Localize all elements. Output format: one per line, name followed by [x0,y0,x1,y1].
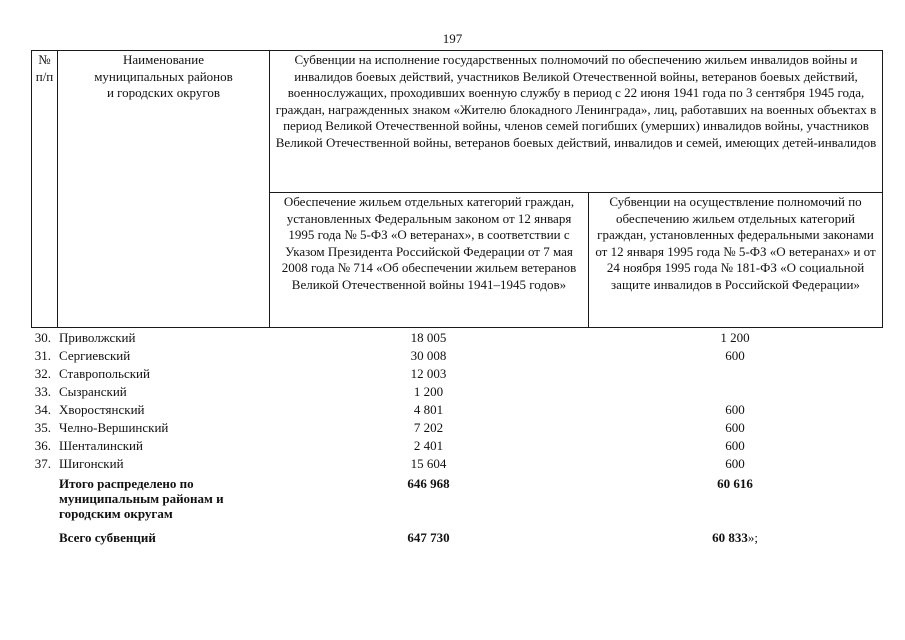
row-name: Ставропольский [59,366,150,381]
row-name: Хворостянский [59,402,145,417]
row-number: 37. [34,456,51,471]
row-value-col2 [588,383,882,401]
row-value-col2: 600 [725,456,745,471]
table-row [31,347,882,365]
header-number-label: № п/п [35,52,54,84]
row-value-col1: 18 005 [410,330,447,345]
row-value-col1: 7 202 [413,420,444,435]
row-value-col1: 12 003 [410,366,447,381]
row-name: Шенталинский [59,438,143,453]
table-header [31,50,883,328]
row-value-col1: 2 401 [413,438,444,453]
total-value-col2: 60 616 [717,476,753,491]
row-name: Сергиевский [59,348,131,363]
header-col2 [589,193,883,328]
table-row [31,419,882,437]
row-number: 34. [34,402,51,417]
row-value-col2 [588,365,882,383]
grand-total-value: 60 833 [712,530,748,545]
grand-total-value-col1: 647 730 [407,530,450,545]
row-value-col2: 600 [725,438,745,453]
header-col1 [270,193,589,328]
total-value-col1: 646 968 [407,476,450,491]
row-name: Приволжский [59,330,136,345]
row-name: Челно-Вершинский [59,420,169,435]
table-row [31,455,882,473]
header-subvention-label: Субвенции на исполнение государственных полномочий по обеспечению жильем инвалидов войны и инвалидов боевых действий, участников Великой Отечественной войны, ветеранов боевых действий, военнослужащих, проходивших военную службу в период с 22 июня 1941 года по 3 сентября 1945 года, граждан, награжденных знаком «Жителю блокадного Ленинграда», лиц, работавших на военных объектах в период Великой Отечественной войны, членов семей погибших (умерших) инвалидов войны, участников Великой Отечественной войны, ветеранов боевых действий, инвалидов и семей, имеющих детей-инвалидов [275,52,877,150]
table-row [31,401,882,419]
row-number: 36. [34,438,51,453]
row-number: 35. [34,420,51,435]
table-row [31,329,882,347]
total-row [31,473,882,527]
row-number: 33. [34,384,51,399]
grand-total-number [31,527,57,551]
row-value-col2: 600 [725,420,745,435]
row-number: 30. [34,330,51,345]
row-number: 31. [34,348,51,363]
grand-total-value-col2 [588,527,882,551]
row-number: 32. [34,366,51,381]
row-name: Сызранский [59,384,127,399]
row-value-col2: 1 200 [720,330,750,345]
table-row [31,365,882,383]
row-value-col1: 15 604 [410,456,447,471]
header-subvention [270,51,883,193]
table-row [31,383,882,401]
header-name-column [58,51,270,328]
row-value-col1: 4 801 [413,402,444,417]
row-value-col2: 600 [725,402,745,417]
total-number [31,473,57,527]
row-name: Шигонский [59,456,124,471]
row-value-col2: 600 [725,348,745,363]
row-value-col1: 1 200 [413,384,444,399]
table-row [31,437,882,455]
table-body [31,329,882,551]
header-col1-label: Обеспечение жильем отдельных категорий граждан, установленных Федеральным законом от 12 января 1995 года № 5-ФЗ «О ветеранах», в соответствии с Указом Президента Российской Федерации от 7 мая 2008 года № 714 «Об обеспечении жильем ветеранов Великой Отечественной войны 1941–1945 годов» [281,194,577,292]
grand-total-label: Всего субвенций [59,530,156,545]
total-label: Итого распределено по муниципальным районам и городским округам [59,476,224,521]
header-name-label: Наименование муниципальных районов и городских округов [94,52,233,100]
quote-close-suffix: »; [747,530,758,545]
page-number: 197 [442,31,463,46]
data-table [31,329,882,551]
grand-total-row [31,527,882,551]
header-number-column [32,51,58,328]
header-col2-label: Субвенции на осуществление полномочий по обеспечению жильем отдельных категорий граждан, установленных федеральными законами от 12 января 1995 года № 5-ФЗ «О ветеранах» и от 24 ноября 1995 года № 181-ФЗ «О социальной защите инвалидов в Российской Федерации» [595,194,876,292]
row-value-col1: 30 008 [410,348,447,363]
